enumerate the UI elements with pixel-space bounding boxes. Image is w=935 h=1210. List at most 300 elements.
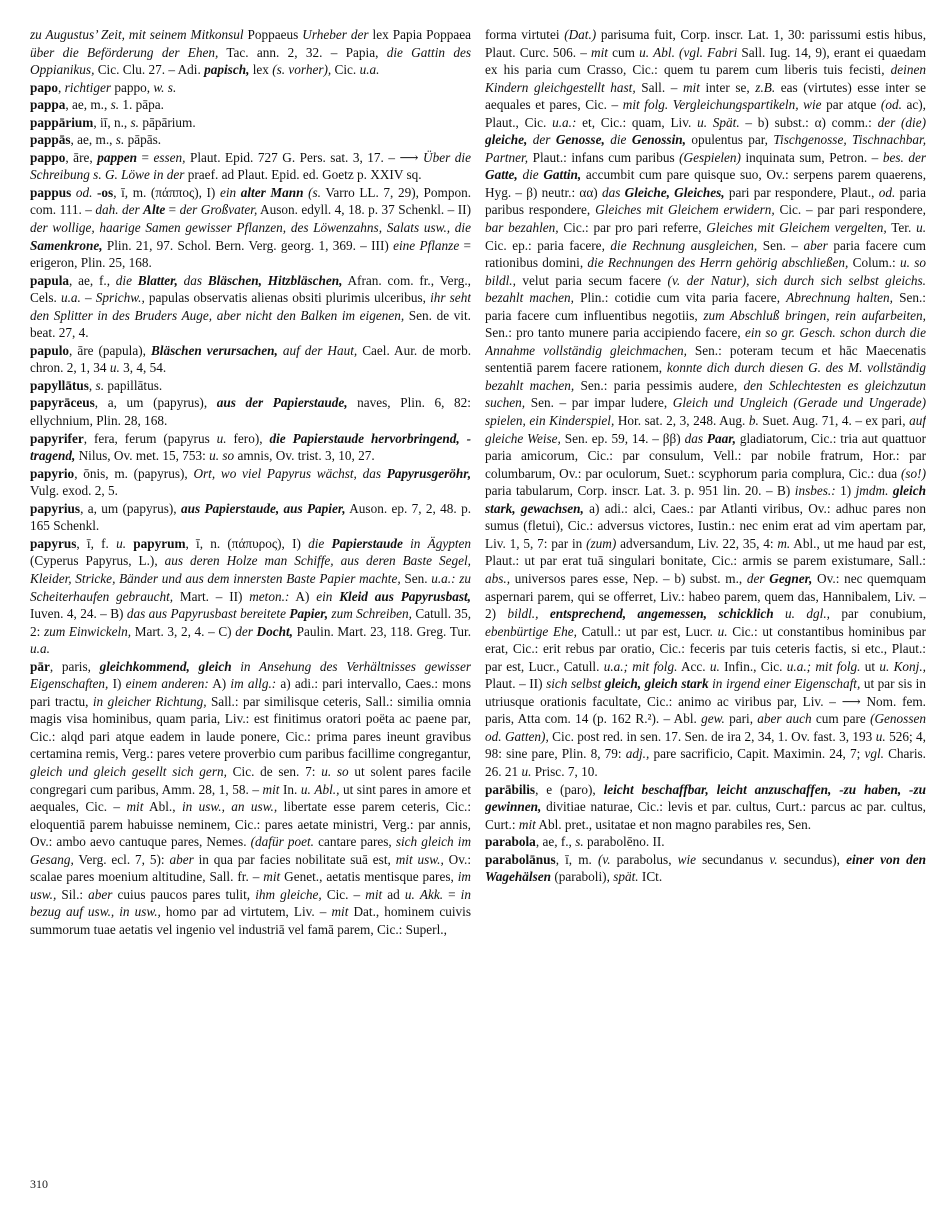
- entry-text: eine Pflanze: [393, 237, 460, 253]
- entry-text: bildl.,: [507, 606, 539, 622]
- entry-text: gleich und gleich gesellt sich gern,: [30, 763, 227, 779]
- entry-text: Varro LL. 7, 29), Pompon. com. 111. –: [30, 184, 471, 218]
- entry-text: Colum.:: [848, 255, 900, 271]
- entry-text: ut sint pares in amore et aequales, Cic. –: [30, 781, 471, 815]
- entry-text: Bläschen verursachen,: [150, 342, 278, 358]
- entry-text: Sall.: par similisque ceteris, Sall.: similia omnia magis visa hominibus, quam paria, Liv.: est finitimus oratori poëta ac paene par, Cic.: alqd pari atque eadem in laude ponere, Cic.: prima pares ineunt gravibus certamina remis, Verg.: pares vetere proverbio cum paribus facillime congregantur,: [30, 693, 471, 762]
- page-number: 310: [30, 1177, 48, 1191]
- entry-lemma: pappās: [30, 132, 71, 148]
- entry-text: pari par respondere, Plaut.,: [724, 184, 879, 200]
- entry-text: Ov.: scalae pares moenium altitudine, Sall. fr. –: [30, 851, 471, 885]
- entry-text: mit: [126, 799, 144, 815]
- entry-text: [324, 536, 331, 551]
- entry-text: aber: [169, 851, 194, 867]
- entry-text: Sen.: pro tanto munere paria accipiendo facere,: [485, 325, 745, 341]
- dictionary-entry: [30, 26, 471, 79]
- entry-text: jmdm.: [855, 483, 889, 499]
- entry-lemma: parabola: [485, 834, 536, 850]
- entry-text: Paar,: [706, 430, 736, 446]
- entry-text: im allg.:: [230, 676, 277, 692]
- entry-text: gladiatorum, Cic.: tria aut quattuor paria amicorum, Cic.: par consulum, Vell.: par nobile fratrum, Hor.: par columbarum, Ov.: par oculorum, Suet.: scyphorum paria complura, Cic.: dua: [485, 430, 926, 481]
- entry-lemma: papyrāceus: [30, 395, 95, 411]
- entry-text: ein so gr. Gesch. schon durch die Annahme vollständig gleichmachen,: [485, 325, 926, 358]
- entry-text: Cic.: par pro pari referre,: [558, 220, 707, 236]
- right-column: [485, 26, 926, 1176]
- entry-text: et, Cic.: quam, Liv.: [576, 114, 698, 130]
- entry-text: Nilus, Ov. met. 15, 753:: [75, 448, 210, 464]
- entry-text: Plaut. Epid. 727 G. Pers. sat. 3, 17. – ⟶: [185, 149, 424, 165]
- entry-text: Cael. Aur. de morb. chron. 2, 1, 34: [30, 342, 471, 376]
- entry-text: Ort, wo viel Papyrus wächst, das: [193, 465, 381, 481]
- entry-text: Cic. post red. in sen. 17. Sen. de ira 2, 34, 1. Ov. fast. 3, 193: [548, 728, 876, 744]
- entry-text: eas (virtutes) esse inter se aequales et pares, Cic. –: [485, 79, 926, 113]
- entry-text: über die Beförderung der Ehen,: [30, 44, 219, 60]
- entry-text: u.: [717, 623, 728, 639]
- entry-lemma: papula: [30, 272, 70, 288]
- dictionary-entry: [30, 79, 471, 97]
- entry-lemma: parabolānus: [485, 851, 556, 867]
- entry-text: (Cyperus Papyrus, L.),: [30, 553, 165, 569]
- entry-text: Gleiches mit Gleichem vergelten,: [706, 220, 887, 236]
- entry-text: od.: [878, 184, 896, 200]
- entry-text: konnte dich durch diesen G. des M. vollständig bezahlt machen,: [485, 360, 926, 393]
- dictionary-entry: [485, 833, 926, 851]
- entry-text: u.: [875, 728, 886, 744]
- entry-text: ICt.: [638, 869, 663, 885]
- entry-text: ihm gleiche,: [255, 886, 322, 902]
- entry-text: Gleich und Ungleich (Gerade und Ungerade) spielen, ein Kinderspiel,: [485, 395, 926, 429]
- entry-text: ut solent pares facile congregari cum paribus, Amm. 28, 1, 58. –: [30, 763, 471, 797]
- entry-text: m.: [777, 535, 791, 551]
- entry-text: s.: [115, 132, 125, 148]
- entry-text: – b) subst.: α) comm.:: [739, 114, 878, 130]
- entry-text: die: [308, 535, 325, 551]
- entry-text: a) adi.: pari intervallo, Caes.: mons pari tractu,: [30, 676, 471, 709]
- entry-text: ut: [860, 658, 880, 674]
- entry-text: Hor. sat. 2, 3, 248. Aug.: [614, 413, 749, 429]
- entry-text: =: [136, 149, 154, 165]
- dictionary-entry: [30, 377, 471, 395]
- entry-text: Cic. Clu. 27. – Adi.: [94, 62, 205, 78]
- entry-text: , ae, f.,: [69, 272, 116, 288]
- entry-text: w. s.: [153, 79, 177, 95]
- dictionary-entry: [30, 149, 471, 184]
- entry-text: Sprichw.,: [95, 290, 145, 306]
- entry-text: u. dgl.,: [785, 606, 830, 622]
- entry-text: cum pare: [811, 711, 871, 727]
- entry-text: Acc.: [677, 658, 710, 674]
- entry-text: bes. der: [882, 149, 926, 165]
- entry-text: Sen. de vit. beat. 27, 4.: [30, 307, 471, 341]
- entry-text: s.: [95, 377, 105, 393]
- dictionary-page: [30, 26, 926, 1176]
- dictionary-entry: [30, 500, 471, 535]
- entry-text: gleich stark, gewachsen,: [485, 483, 926, 516]
- entry-text: , a, um (papyrus),: [80, 500, 181, 516]
- entry-text: -os: [97, 184, 114, 200]
- entry-text: u.: [300, 781, 311, 797]
- entry-text: insbes.:: [794, 483, 836, 499]
- entry-text: Sil.:: [56, 886, 89, 902]
- entry-text: u.a.: [30, 641, 50, 657]
- entry-text: Papierstaude: [331, 535, 403, 551]
- entry-text: Prisc. 7, 10.: [531, 763, 598, 779]
- entry-text: s.: [110, 97, 120, 113]
- entry-text: der wollige, haarige Samen gewisser Pflanzen, des Löwenzahns, Salats usw., die: [30, 220, 471, 236]
- entry-text: inter se,: [699, 79, 756, 95]
- entry-lemma: pār: [30, 658, 50, 674]
- entry-text: spät.: [613, 869, 639, 885]
- entry-text: paria facere cum rationibus domini,: [485, 237, 926, 271]
- entry-text: parabolēno. II.: [583, 834, 665, 850]
- entry-text: mit: [365, 886, 383, 902]
- entry-text: Cic. de sen. 7:: [226, 763, 322, 779]
- entry-text: Sen. –: [757, 237, 804, 253]
- entry-text: zu Scheiterhaufen gebraucht,: [30, 570, 471, 604]
- entry-text: accumbit cum pare quisque suo, Ov.: serpens parem quaerens, Hyg. – β) neutr.: αα): [485, 167, 926, 200]
- entry-text: , a, um (papyrus),: [94, 395, 217, 411]
- entry-text: adversandum, Liv. 22, 35, 4:: [616, 535, 778, 551]
- entry-text: Sen. – par impar ludere,: [525, 395, 673, 411]
- entry-text: lex: [249, 62, 273, 78]
- entry-text: mit: [262, 781, 280, 797]
- entry-text: gew.: [701, 711, 725, 727]
- entry-text: forma virtutei: [485, 27, 565, 42]
- entry-text: in Ägypten: [410, 535, 471, 551]
- entry-text: secundanus: [696, 851, 770, 867]
- entry-text: A): [208, 676, 231, 692]
- dictionary-entry: [30, 535, 471, 658]
- entry-text: Tac. ann. 2, 32. – Papia,: [218, 44, 387, 60]
- entry-text: opulentus par,: [685, 132, 774, 148]
- entry-text: Tischgenosse, Tischnachbar, Partner,: [485, 132, 926, 165]
- entry-text: sich gleich im Gesang,: [30, 834, 471, 867]
- entry-text: (Dat.): [564, 27, 597, 42]
- entry-text: einem anderen:: [125, 676, 209, 692]
- dictionary-entry: [30, 430, 471, 465]
- entry-text: inquinata sum, Petron. –: [740, 149, 883, 165]
- entry-text: , paris,: [49, 658, 100, 674]
- entry-text: amnis, Ov. trist. 3, 10, 27.: [234, 448, 375, 464]
- entry-text: gleiche,: [485, 132, 528, 148]
- entry-text: u. so bildl.,: [485, 255, 926, 288]
- entry-text: Sen.: paria facere cum influentibus negotiis,: [485, 290, 926, 323]
- dictionary-entry: [30, 465, 471, 500]
- entry-text: = erigeron, Plin. 25, 168.: [30, 237, 471, 271]
- entry-text: b.: [748, 413, 759, 429]
- entry-lemma: papyrius: [30, 500, 81, 516]
- entry-text: Gegner,: [769, 570, 813, 586]
- entry-text: u.: [639, 44, 650, 60]
- entry-text: die Papierstaude hervorbringend, -tragend,: [30, 430, 471, 464]
- entry-text: abs.,: [485, 570, 511, 586]
- entry-text: der: [235, 623, 253, 639]
- entry-text: vgl.: [864, 746, 884, 762]
- entry-text: mit: [591, 44, 608, 60]
- left-column: [30, 26, 471, 1176]
- dictionary-entry: [30, 342, 471, 377]
- entry-text: Plaut. – II): [485, 676, 547, 692]
- entry-lemma: papyrio: [30, 465, 75, 481]
- entry-text: Gleiches mit Gleichem erwidern,: [595, 202, 775, 218]
- dictionary-entry: [485, 26, 926, 781]
- entry-text: pappo,: [111, 79, 154, 95]
- entry-text: u.: [109, 360, 120, 376]
- entry-text: Samenkrone,: [30, 237, 103, 253]
- entry-text: der: [746, 570, 765, 586]
- entry-text: u. so: [321, 763, 349, 779]
- entry-text: , iī, n.,: [93, 114, 131, 130]
- entry-text: Bläschen, Hitzbläschen,: [207, 272, 343, 288]
- dictionary-entry: [30, 131, 471, 149]
- entry-text: u.: [521, 763, 532, 779]
- entry-text: entsprechend, angemessen, schicklich: [549, 606, 774, 622]
- entry-text: aber: [803, 237, 828, 253]
- entry-text: im usw.,: [30, 869, 471, 902]
- entry-text: den Schlechtesten es gleichzutun suchen,: [485, 377, 926, 411]
- entry-lemma: papo: [30, 79, 58, 95]
- entry-text: parisuma fuit, Corp. inscr. Lat. 1, 30: parissumi estis hibus, Plaut. Curc. 506. –: [485, 27, 926, 60]
- entry-text: ein: [219, 184, 237, 200]
- entry-text: Charis. 26. 21: [485, 746, 926, 779]
- entry-text: papillātus.: [104, 377, 163, 393]
- entry-text: Catull.: ut par est, Lucr.: [576, 623, 718, 639]
- entry-text: sich selbst: [546, 676, 602, 692]
- entry-text: das: [684, 430, 703, 446]
- entry-text: aus deren Holze man Schiffe, aus deren Baste Segel, Kleider, Stricke, Bänder und aus dem innersten Baste Papier machte,: [30, 553, 471, 586]
- entry-text: u. Spät.: [697, 114, 740, 130]
- entry-lemma: pappo: [30, 149, 66, 165]
- entry-text: ihr seht den Splitter in des Bruders Auge, aber nicht den Balken im eigenen,: [30, 290, 471, 323]
- entry-text: , ī, m.: [555, 851, 598, 867]
- entry-text: Auson. ep. 7, 2, 48. p. 165 Schenkl.: [30, 500, 471, 534]
- dictionary-entry: [30, 394, 471, 429]
- entry-text: u. Konj.,: [879, 658, 926, 674]
- entry-text: paria paribus respondere,: [485, 184, 926, 218]
- entry-text: die: [610, 132, 627, 148]
- entry-text: [538, 606, 549, 621]
- entry-text: in Ansehung des Verhältnisses gewisser Eigenschaften,: [30, 658, 471, 692]
- entry-text: u.: [916, 220, 926, 236]
- entry-text: u.: [216, 430, 227, 446]
- entry-text: ut par sis in utriusque orationis facultate, Cic.: animo ac viribus par, Liv. – ⟶ Nom. fem. paris, Atta com. 14 (p. 162 R.²). – Abl.: [485, 676, 926, 727]
- entry-text: bar bezahlen,: [485, 220, 559, 236]
- entry-text: papisch,: [204, 62, 250, 78]
- entry-text: , āre,: [65, 149, 98, 165]
- entry-text: u.a.: [60, 290, 81, 306]
- entry-text: (v.: [597, 851, 611, 867]
- entry-text: wie: [677, 851, 697, 867]
- entry-text: secundus),: [777, 851, 847, 867]
- entry-text: der: [532, 132, 551, 148]
- dictionary-entry: [485, 781, 926, 834]
- entry-text: ac), Plaut., Cic.: [485, 97, 926, 130]
- entry-text: (paraboli),: [551, 869, 614, 885]
- entry-text: die: [115, 272, 132, 288]
- entry-text: u. so: [209, 448, 235, 464]
- entry-text: in usw., an usw.,: [181, 799, 278, 815]
- entry-text: a) adi.: alci, Caes.: par Atlanti viribus, Ov.: adhuc pares non sumus (fletui), Cic.: adversus victores, Iustin.: nec enim erat ad vim apertam par, Liv. 1, 5, 7: par in: [485, 500, 926, 551]
- entry-text: s.: [130, 114, 139, 130]
- entry-text: Abl. (vgl. Fabri: [653, 44, 738, 60]
- entry-text: z.B.: [755, 79, 776, 95]
- entry-text: pāpārium.: [139, 114, 196, 130]
- entry-text: Sen.: [400, 570, 432, 586]
- entry-text: Dat., hominem cuivis summorum tuae aetatis vel ingenio vel industriā vel famā parem, Cic.: Superl.,: [30, 904, 471, 937]
- entry-lemma: pappa: [30, 97, 66, 113]
- entry-text: Catull. 35, 2:: [30, 606, 471, 639]
- entry-text: Poppaeus: [243, 27, 303, 42]
- entry-text: Cic. – par pari respondere,: [774, 202, 926, 218]
- entry-text: essen,: [153, 149, 186, 165]
- entry-text: Abl.,: [314, 781, 340, 797]
- entry-text: par atque: [821, 97, 881, 113]
- entry-text: Genet., aetatis mentisque pares,: [280, 869, 458, 885]
- entry-text: Paulin. Mart. 23, 118. Greg. Tur.: [292, 623, 471, 639]
- entry-text: aus Papierstaude, aus Papier,: [180, 500, 346, 516]
- entry-text: Sen. ep. 59, 14. – ββ): [560, 430, 685, 446]
- entry-text: Genossin,: [631, 132, 686, 148]
- entry-text: Ov.: nec quemquam aspernari parem, qui se offerret, Liv.: habeo parem, quem das, Hannibalem, Liv. – 2): [485, 570, 926, 622]
- entry-text: In.: [279, 781, 301, 797]
- entry-text: Akk.: [419, 886, 444, 902]
- entry-text: Abrechnung halten,: [786, 290, 893, 306]
- entry-text: Vulg. exod. 2, 5.: [30, 483, 118, 499]
- entry-text: u.a.:: [431, 570, 456, 586]
- entry-text: , āre (papula),: [69, 342, 151, 358]
- entry-text: mit usw.,: [395, 851, 444, 867]
- entry-text: aber: [88, 886, 113, 902]
- entry-text: A): [289, 588, 317, 604]
- entry-text: Plin.: cotidie cum vita paria facere,: [573, 290, 787, 306]
- entry-text: u.a.; mit folg.: [603, 658, 678, 674]
- entry-text: Suet. Aug. 71, 4. – ex pari,: [758, 413, 910, 429]
- entry-text: der Großvater,: [179, 202, 258, 218]
- entry-text: Über die Schreibung s. G. Löwe in der: [30, 149, 471, 183]
- entry-text: zum Abschluß bringen, rein aufarbeiten,: [703, 307, 926, 323]
- entry-text: zum Einwickeln,: [43, 623, 132, 639]
- entry-text: naves, Plin. 6, 82: ellychnium, Plin. 28, 168.: [30, 395, 471, 429]
- entry-lemma: parābilis: [485, 781, 536, 797]
- entry-text: (Genossen od. Gatten),: [485, 711, 926, 744]
- entry-lemma: pappārium: [30, 114, 94, 130]
- entry-text: ,: [58, 79, 65, 95]
- dictionary-entry: [30, 658, 471, 939]
- entry-lemma: papyllātus: [30, 377, 89, 393]
- entry-text: Abl. pret., usitatae et non magno parabiles res, Sen.: [535, 816, 812, 832]
- entry-text: gleichkommend, gleich: [99, 658, 232, 674]
- entry-text: 1): [835, 483, 856, 499]
- entry-text: Gatte,: [485, 167, 518, 183]
- entry-text: gleich, gleich stark: [604, 676, 709, 692]
- entry-text: od.: [75, 184, 93, 200]
- entry-text: Kleid aus Papyrusbast,: [339, 588, 471, 604]
- dictionary-entry: [30, 96, 471, 114]
- entry-text: mit: [682, 79, 700, 95]
- entry-text: Auson. edyll. 4, 18. p. 37 Schenkl. – II): [257, 202, 471, 218]
- entry-text: Iuven. 4, 24. – B): [30, 606, 127, 622]
- entry-text: cantare pares,: [313, 834, 396, 850]
- entry-text: Sall. Iug. 14, 9), erant ei quaedam ex his paria cum Crasso, Cic.: quem tu parem cum liberis tuis fecisti,: [485, 44, 926, 78]
- entry-text: Docht,: [256, 623, 293, 639]
- entry-text: 1. pāpa.: [119, 97, 164, 113]
- entry-text: Gattin,: [543, 167, 582, 183]
- entry-text: Abl.,: [143, 799, 182, 815]
- entry-text: (zum): [586, 535, 617, 551]
- dictionary-entry: [30, 114, 471, 132]
- entry-text: Plin. 21, 97. Schol. Bern. Verg. georg. 1, 369. – III): [102, 237, 394, 253]
- entry-text: mit: [518, 816, 536, 832]
- entry-text: u.: [709, 658, 720, 674]
- entry-text: v.: [769, 851, 778, 867]
- entry-text: pāpās.: [124, 132, 162, 148]
- entry-text: ebenbürtige Ehe,: [485, 623, 577, 639]
- entry-text: lex Papia Poppaea: [368, 27, 471, 42]
- entry-text: (od.: [880, 97, 902, 113]
- entry-text: Abl., ut me haud par est, Plaut.: ut par erat tuā singulari bonitate, Cic.: armis se parem existumare, Sall.:: [485, 535, 926, 569]
- entry-text: universos pares esse, Nep. – b) subst. m.,: [510, 570, 747, 586]
- entry-text: cuius paucos pares tulit,: [112, 886, 256, 902]
- entry-text: velut paria secum facere: [515, 272, 668, 288]
- entry-text: zu Augustus’ Zeit, mit seinem Mitkonsul: [30, 27, 244, 42]
- entry-text: =: [443, 886, 461, 902]
- entry-text: (s. vorher),: [272, 62, 332, 78]
- entry-text: , ae, f.,: [535, 834, 576, 850]
- entry-text: das aus Papyrusbast bereitete: [126, 606, 286, 622]
- entry-text: in bezug auf usw., in usw.,: [30, 886, 471, 920]
- entry-text: parabolus,: [610, 851, 678, 867]
- entry-text: Verg. ecl. 7, 5):: [73, 851, 170, 867]
- entry-text: in qua par facies nobilitate suā est,: [193, 851, 396, 867]
- entry-text: , ī, f.: [76, 535, 117, 551]
- entry-text: 3, 4, 54.: [119, 360, 167, 376]
- dictionary-entry: [485, 851, 926, 886]
- dictionary-entry: [30, 184, 471, 272]
- entry-text: ad: [382, 886, 405, 902]
- entry-text: (Gespielen): [679, 149, 741, 165]
- entry-text: , ī, m. (πάππος), I): [113, 184, 220, 200]
- entry-text: papulas observatis alienas obsiti plurimis ulceribus,: [144, 290, 431, 306]
- entry-text: , ōnis, m. (papyrus),: [74, 465, 194, 481]
- entry-text: Papier,: [289, 606, 329, 622]
- entry-text: cum: [607, 44, 640, 60]
- entry-text: in irgend einer Eigenschaft,: [712, 676, 861, 692]
- entry-text: dah. der: [95, 202, 140, 218]
- entry-text: mit folg. Vergleichungspartikeln, wie: [622, 97, 822, 113]
- entry-text: , fera, ferum (papyrus: [83, 430, 217, 446]
- entry-text: =: [165, 202, 180, 218]
- entry-text: adj.,: [625, 746, 650, 762]
- entry-text: –: [80, 290, 96, 306]
- entry-text: u.a.:: [552, 114, 577, 130]
- entry-text: zum Schreiben,: [331, 606, 412, 622]
- entry-text: Sen.: poteram tecum et hāc Maecenatis sententiā parem facere rationem,: [485, 342, 926, 376]
- entry-text: auf gleiche Weise,: [485, 413, 926, 446]
- entry-text: u.a.; mit folg.: [786, 658, 861, 674]
- entry-text: (so!): [900, 465, 926, 481]
- entry-text: s.: [575, 834, 584, 850]
- entry-text: libertate esse parem ceteris, Cic.: eloquentiā parem habuisse neminem, Cic.: pares aetate ministri, Verg.: par annis, Ov.: ambo aevo cantuque pares, Nemes.: [30, 799, 471, 850]
- entry-text: Papyrusgeröhr,: [386, 465, 471, 481]
- entry-text: , ae, m.,: [70, 132, 116, 148]
- entry-text: u.: [116, 535, 126, 551]
- entry-text: Infin., Cic.: [719, 658, 787, 674]
- entry-text: (dafür poet.: [250, 834, 314, 850]
- entry-text: I): [108, 676, 126, 692]
- entry-text: das: [601, 184, 621, 200]
- entry-text: Gleiche, Gleiches,: [624, 184, 725, 200]
- entry-text: Cic. –: [321, 886, 366, 902]
